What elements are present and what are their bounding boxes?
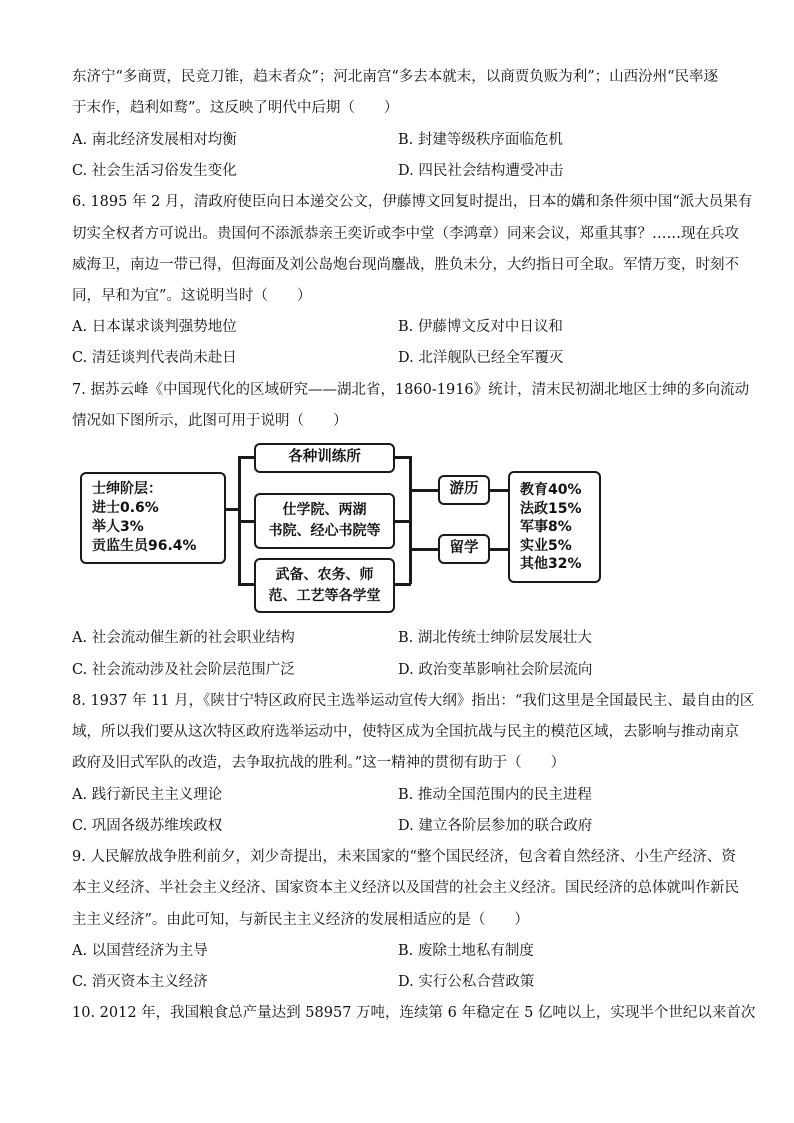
gentry-stratum-box (80, 472, 226, 564)
q5-option-c[interactable]: C. 社会生活习俗发生变化 (72, 163, 237, 179)
connector-to-travel (409, 489, 439, 492)
connector-to-technical (238, 583, 255, 586)
q5-option-d[interactable]: D. 四民社会结构遭受冲击 (398, 163, 564, 179)
travel-label: 游历 (449, 481, 479, 497)
q7-stem-line-2: 情况如下图所示，此图可用于说明（ ） (72, 413, 348, 429)
q9-option-c[interactable]: C. 消灭资本主义经济 (72, 974, 208, 990)
q8-option-b[interactable]: B. 推动全国范围内的民主进程 (398, 787, 592, 803)
q6-stem-line-2: 切实全权者方可说出。贵国何不添派恭亲王奕䜣或李中堂（李鸿章）同来会议，郑重其事？……现在兵攻 (72, 226, 739, 242)
q5-option-a[interactable]: A. 南北经济发展相对均衡 (72, 132, 237, 148)
study-abroad-label: 留学 (449, 540, 479, 556)
technical-schools-line-2: 范、工艺等各学堂 (268, 588, 381, 604)
q7-stem-line-1: 7. 据苏云峰《中国现代化的区域研究——湖北省，1860-1916》统计，清末民初湖北地区士绅的多向流动 (72, 382, 750, 398)
connector-to-academies (238, 520, 255, 523)
q8-stem-line-3: 政府及旧式军队的改造，去争取抗战的胜利。”这一精神的贯彻有助于（ ） (72, 755, 566, 771)
career-education: 教育40% (520, 482, 582, 498)
connector-travel-to-careers (489, 489, 509, 492)
gentry-title: 士绅阶层： (92, 481, 162, 497)
q9-option-a[interactable]: A. 以国营经济为主导 (72, 943, 208, 959)
q6-option-d[interactable]: D. 北洋舰队已经全军覆灭 (398, 350, 564, 366)
gentry-gongjian-shengyuan: 贡监生员96.4% (92, 538, 197, 554)
connector-to-training (238, 456, 255, 459)
academies-box (254, 493, 395, 549)
connector-to-study-abroad (409, 548, 439, 551)
q8-option-a[interactable]: A. 践行新民主主义理论 (72, 787, 223, 803)
q7-option-b[interactable]: B. 湖北传统士绅阶层发展壮大 (398, 630, 592, 646)
q6-stem-line-3: 威海卫，南边一带已得，但海面及刘公岛炮台现尚鏖战，胜负未分，大约指日可全取。军情万变，时刻不 (72, 257, 739, 273)
training-institutes-label: 各种训练所 (288, 449, 361, 465)
career-industry: 实业5% (520, 537, 572, 554)
q8-stem-line-1: 8. 1937 年 11 月，《陕甘宁特区政府民主选举运动宣传大纲》指出：“我们这里是全国最民主、最自由的区 (72, 693, 755, 709)
career-law-politics: 法政15% (520, 500, 582, 517)
q6-option-b[interactable]: B. 伊藤博文反对中日议和 (398, 319, 563, 335)
q7-option-c[interactable]: C. 社会流动涉及社会阶层范围广泛 (72, 662, 295, 678)
q9-option-d[interactable]: D. 实行公私合营政策 (398, 974, 535, 990)
q9-stem-line-1: 9. 人民解放战争胜利前夕，刘少奇提出，未来国家的“整个国民经济，包含着自然经济、小生产经济、资 (72, 849, 736, 865)
q9-stem-line-2: 本主义经济、半社会主义经济、国家资本主义经济以及国营的社会主义经济。国民经济的总体就叫作新民 (72, 880, 739, 896)
q5-stem-line-2: 于末作，趋利如鹜”。这反映了明代中后期（ ） (72, 100, 399, 116)
connector-study-to-careers (489, 548, 509, 551)
gentry-jinshi: 进士0.6% (92, 500, 159, 516)
travel-box (438, 475, 490, 505)
q6-stem-line-1: 6. 1895 年 2 月，清政府使臣向日本递交公文，伊藤博文回复时提出，日本的媾和条件须中国“派大员果有 (72, 194, 753, 210)
technical-schools-box (254, 558, 395, 613)
q7-option-d[interactable]: D. 政治变革影响社会阶层流向 (398, 662, 593, 678)
career-military: 军事8% (520, 519, 572, 535)
q9-option-b[interactable]: B. 废除土地私有制度 (398, 943, 534, 959)
q8-option-c[interactable]: C. 巩固各级苏维埃政权 (72, 818, 223, 834)
q9-stem-line-3: 主主义经济”。由此可知，与新民主主义经济的发展相适应的是（ ） (72, 912, 529, 928)
q10-stem-line-1: 10. 2012 年，我国粮食总产量达到 58957 万吨，连续第 6 年稳定在 5 亿吨以上，实现半个世纪以来首次 (72, 1005, 756, 1021)
career-other: 其他32% (520, 556, 582, 572)
q5-option-b[interactable]: B. 封建等级秩序面临危机 (398, 132, 563, 148)
careers-box (508, 471, 601, 583)
q6-stem-line-4: 同，早和为宜”。这说明当时（ ） (72, 288, 312, 304)
academies-line-2: 书院、经心书院等 (268, 523, 381, 539)
technical-schools-line-1: 武备、农务、师 (275, 567, 374, 583)
gentry-mobility-diagram (80, 443, 610, 618)
q6-option-a[interactable]: A. 日本谋求谈判强势地位 (72, 319, 237, 335)
study-abroad-box (438, 534, 490, 564)
gentry-juren: 举人3% (92, 519, 144, 535)
q7-option-a[interactable]: A. 社会流动催生新的社会职业结构 (72, 630, 295, 646)
q8-stem-line-2: 域，所以我们要从这次特区政府选举运动中，使特区成为全国抗战与民主的模范区域，去影响与推动南京 (72, 724, 739, 740)
academies-line-1: 仕学院、两湖 (282, 502, 367, 518)
training-institutes-box (254, 443, 395, 473)
connector-right-vertical (409, 456, 412, 584)
q8-option-d[interactable]: D. 建立各阶层参加的联合政府 (398, 818, 593, 834)
q6-option-c[interactable]: C. 清廷谈判代表尚未赴日 (72, 350, 237, 366)
q5-stem-line-1: 东济宁“多商贾，民竞刀锥，趋末者众”；河北南宫“多去本就末，以商贾负贩为利”；山西汾州“民率逐 (72, 69, 719, 85)
